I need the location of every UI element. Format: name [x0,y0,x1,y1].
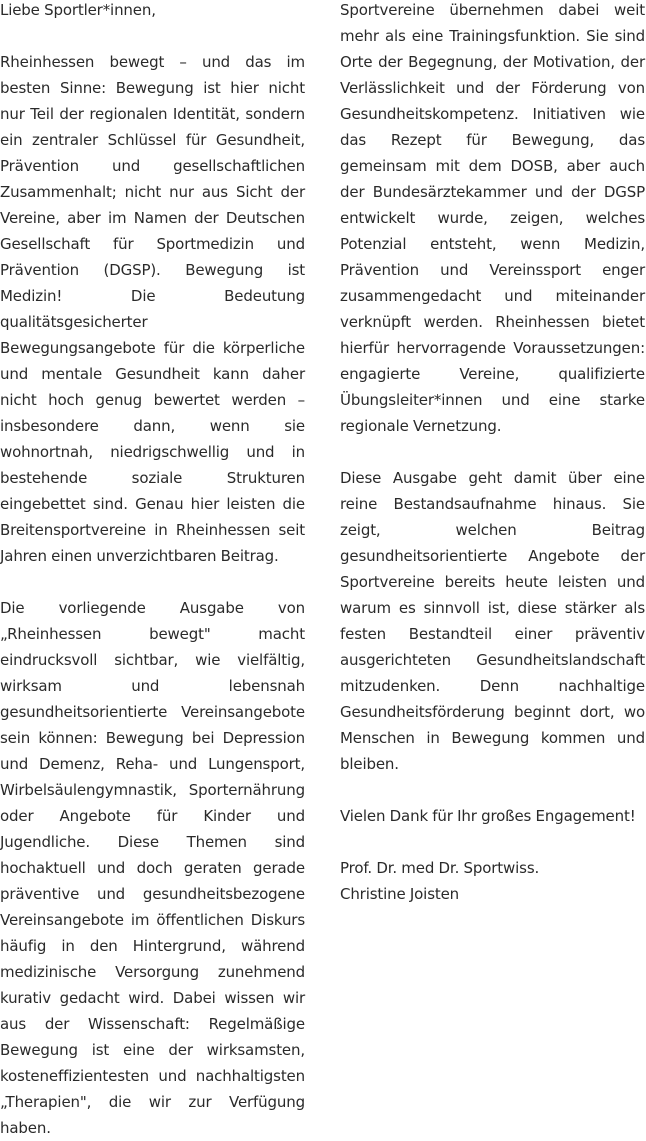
signature-name: Christine Joisten [340,885,460,903]
paragraph-intro: Rheinhessen bewegt – und das im besten Sinne: Bewegung ist hier nicht nur Teil der regionalen Identität, sondern ein zentraler Schlüssel für Gesundheit, Prävention und gesellschaftlichen Zusammenhalt; nicht nur aus Sicht der Vereine, aber im Namen der Deutschen Gesellschaft für Sportmedizin und Prävention (DGSP). Bewegung ist Medizin! Die Bedeutung qualitätsgesicherter Bewegungsangebote für die körperliche und mentale Gesundheit kann daher nicht hoch genug bewertet werden – insbesondere dann, wenn sie wohnortnah, niedrigschwellig und in bestehende soziale Strukturen eingebettet sind. Genau hier leisten die Breitensportvereine in Rheinhessen seit Jahren einen unverzichtbaren Beitrag. [0,53,305,565]
paragraph-sportvereine: Sportvereine übernehmen dabei weit mehr als eine Trainingsfunktion. Sie sind Orte der Begegnung, der Motivation, der Verlässlichkeit und der Förderung von Gesundheitskompetenz. Initiativen wie das Rezept für Bewegung, das gemeinsam mit dem DOSB, aber auch der Bundesärztekammer und der DGSP entwickelt wurde, zeigen, welches Potenzial entsteht, wenn Medizin, Prävention und Vereinssport enger zusammengedacht und miteinander verknüpft werden. Rheinhessen bietet hierfür hervorragende Voraussetzungen: engagierte Vereine, qualifizierte Übungsleiter*innen und eine starke regionale Vernetzung. [340,1,645,435]
closing-thanks: Vielen Dank für Ihr großes Engagement! [340,807,636,825]
paragraph-edition: Die vorliegende Ausgabe von „Rheinhessen bewegt" macht eindrucksvoll sichtbar, wie vielfältig, wirksam und lebensnah gesundheitsorientierte Vereinsangebote sein können: Bewegung bei Depression und Demenz, Reha- und Lungensport, Wirbelsäulengymnastik, Sporternährung oder Angebote für Kinder und Jugendliche. Diese Themen sind hochaktuell und doch geraten gerade präventive und gesundheitsbezogene Vereinsangebote im öffentlichen Diskurs häufig in den Hintergrund, während medizinische Versorgung zunehmend kurativ gedacht wird. Dabei wissen wir aus der Wissenschaft: Regelmäßige Bewegung ist eine der wirksamsten, kosteneffizientesten und nachhaltigsten „Therapien", die wir zur Verfügung haben. [0,599,305,1137]
signature-block [340,855,645,907]
salutation: Liebe Sportler*innen, [0,1,156,19]
signature-title: Prof. Dr. med Dr. Sportwiss. [340,859,540,877]
right-column [340,0,645,907]
left-column [0,0,305,1141]
paragraph-bestandsaufnahme: Diese Ausgabe geht damit über eine reine Bestandsaufnahme hinaus. Sie zeigt, welchen Beitrag gesundheitsorientierte Angebote der Sportvereine bereits heute leisten und warum es sinnvoll ist, diese stärker als festen Bestandteil einer präventiv ausgerichteten Gesundheitslandschaft mitzudenken. Denn nachhaltige Gesundheitsförderung beginnt dort, wo Menschen in Bewegung kommen und bleiben. [340,469,645,773]
